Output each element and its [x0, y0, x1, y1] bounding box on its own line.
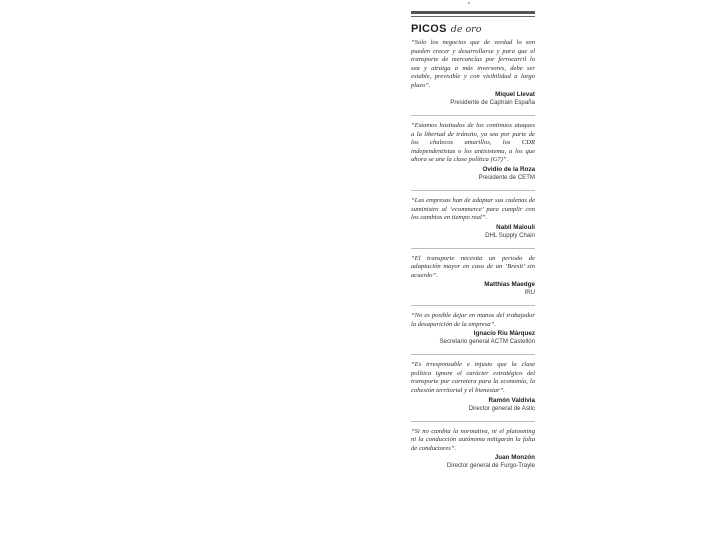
quote-author: Ignacio Riu Márquez — [473, 330, 535, 338]
quote-text: “No es posible dejar en manos del trabajador la desaparición de la empresa”. — [411, 312, 535, 328]
quote-text: “Las empresas han de adaptar sus cadenas de suministro al ‘ecommerce’ para cumplir con los cambios en tiempo real”. — [411, 197, 535, 222]
quote-author-role: Director general de Astic — [468, 404, 535, 412]
quote-block — [411, 312, 535, 346]
picos-de-oro-column — [411, 11, 535, 478]
quote-author-role: IRU — [524, 289, 535, 297]
divider — [411, 421, 535, 422]
quote-block — [411, 361, 535, 412]
quote-author: Matthias Maedge — [484, 281, 535, 289]
quote-author: Ramón Valdivia — [488, 396, 535, 404]
quote-author-role: Secretario general ACTM Castellón — [439, 338, 535, 346]
quote-text: “Es irresponsable e injusto que la clase política ignore el carácter estratégico del transporte por carretera para la economía, la cohesión territorial y el bienestar”. — [411, 361, 535, 395]
divider — [411, 354, 535, 355]
quote-block — [411, 428, 535, 471]
divider — [411, 305, 535, 306]
quote-author: Juan Monzón — [494, 454, 535, 462]
quote-author-role: DHL Supply Chain — [485, 231, 535, 239]
quote-author: Miquel Llevat — [495, 91, 535, 99]
divider — [411, 248, 535, 249]
quote-block — [411, 122, 535, 182]
quote-author-role: Presidente de Captrain España — [450, 99, 535, 107]
quote-text: “Estamos hastiados de los continuos ataques a la libertad de tránsito, ya sea por parte de los chalecos amarillos, los CDR independentistas o los antisistema, a los que ahora se une la clase política (G7)”. — [411, 122, 535, 164]
quote-author: Nabil Malouli — [496, 223, 535, 231]
quote-text: “Solo los negocios que de verdad lo son pueden crecer y desarrollarse y para que el transporte de mercancías por ferrocarril lo sea y atraiga a más inversores, debe ser estable, previsible y con visibilidad a largo plazo”. — [411, 39, 535, 89]
quote-author: Ovidio de la Roza — [482, 166, 535, 174]
page-mark — [468, 2, 470, 4]
header-rule-thin — [411, 16, 535, 17]
header-title: PICOS — [411, 23, 447, 35]
column-header — [411, 23, 535, 35]
quote-block — [411, 197, 535, 240]
divider — [411, 190, 535, 191]
quote-block — [411, 255, 535, 298]
quote-text: “Si no cambia la normativa, ni el platooning ni la conducción autónoma mitigarán la falta de conductores”. — [411, 427, 535, 452]
quote-author-role: Presidente de CETM — [478, 174, 535, 182]
quote-text: “El transporte necesita un periodo de adaptación mayor en caso de un ‘Brexit’ sin acuerdo”. — [411, 254, 535, 279]
quote-block — [411, 39, 535, 107]
header-subtitle: de oro — [450, 24, 482, 35]
quote-author-role: Director general de Furgo-Trayle — [446, 462, 535, 470]
divider — [411, 115, 535, 116]
header-rule-thick — [411, 11, 535, 14]
